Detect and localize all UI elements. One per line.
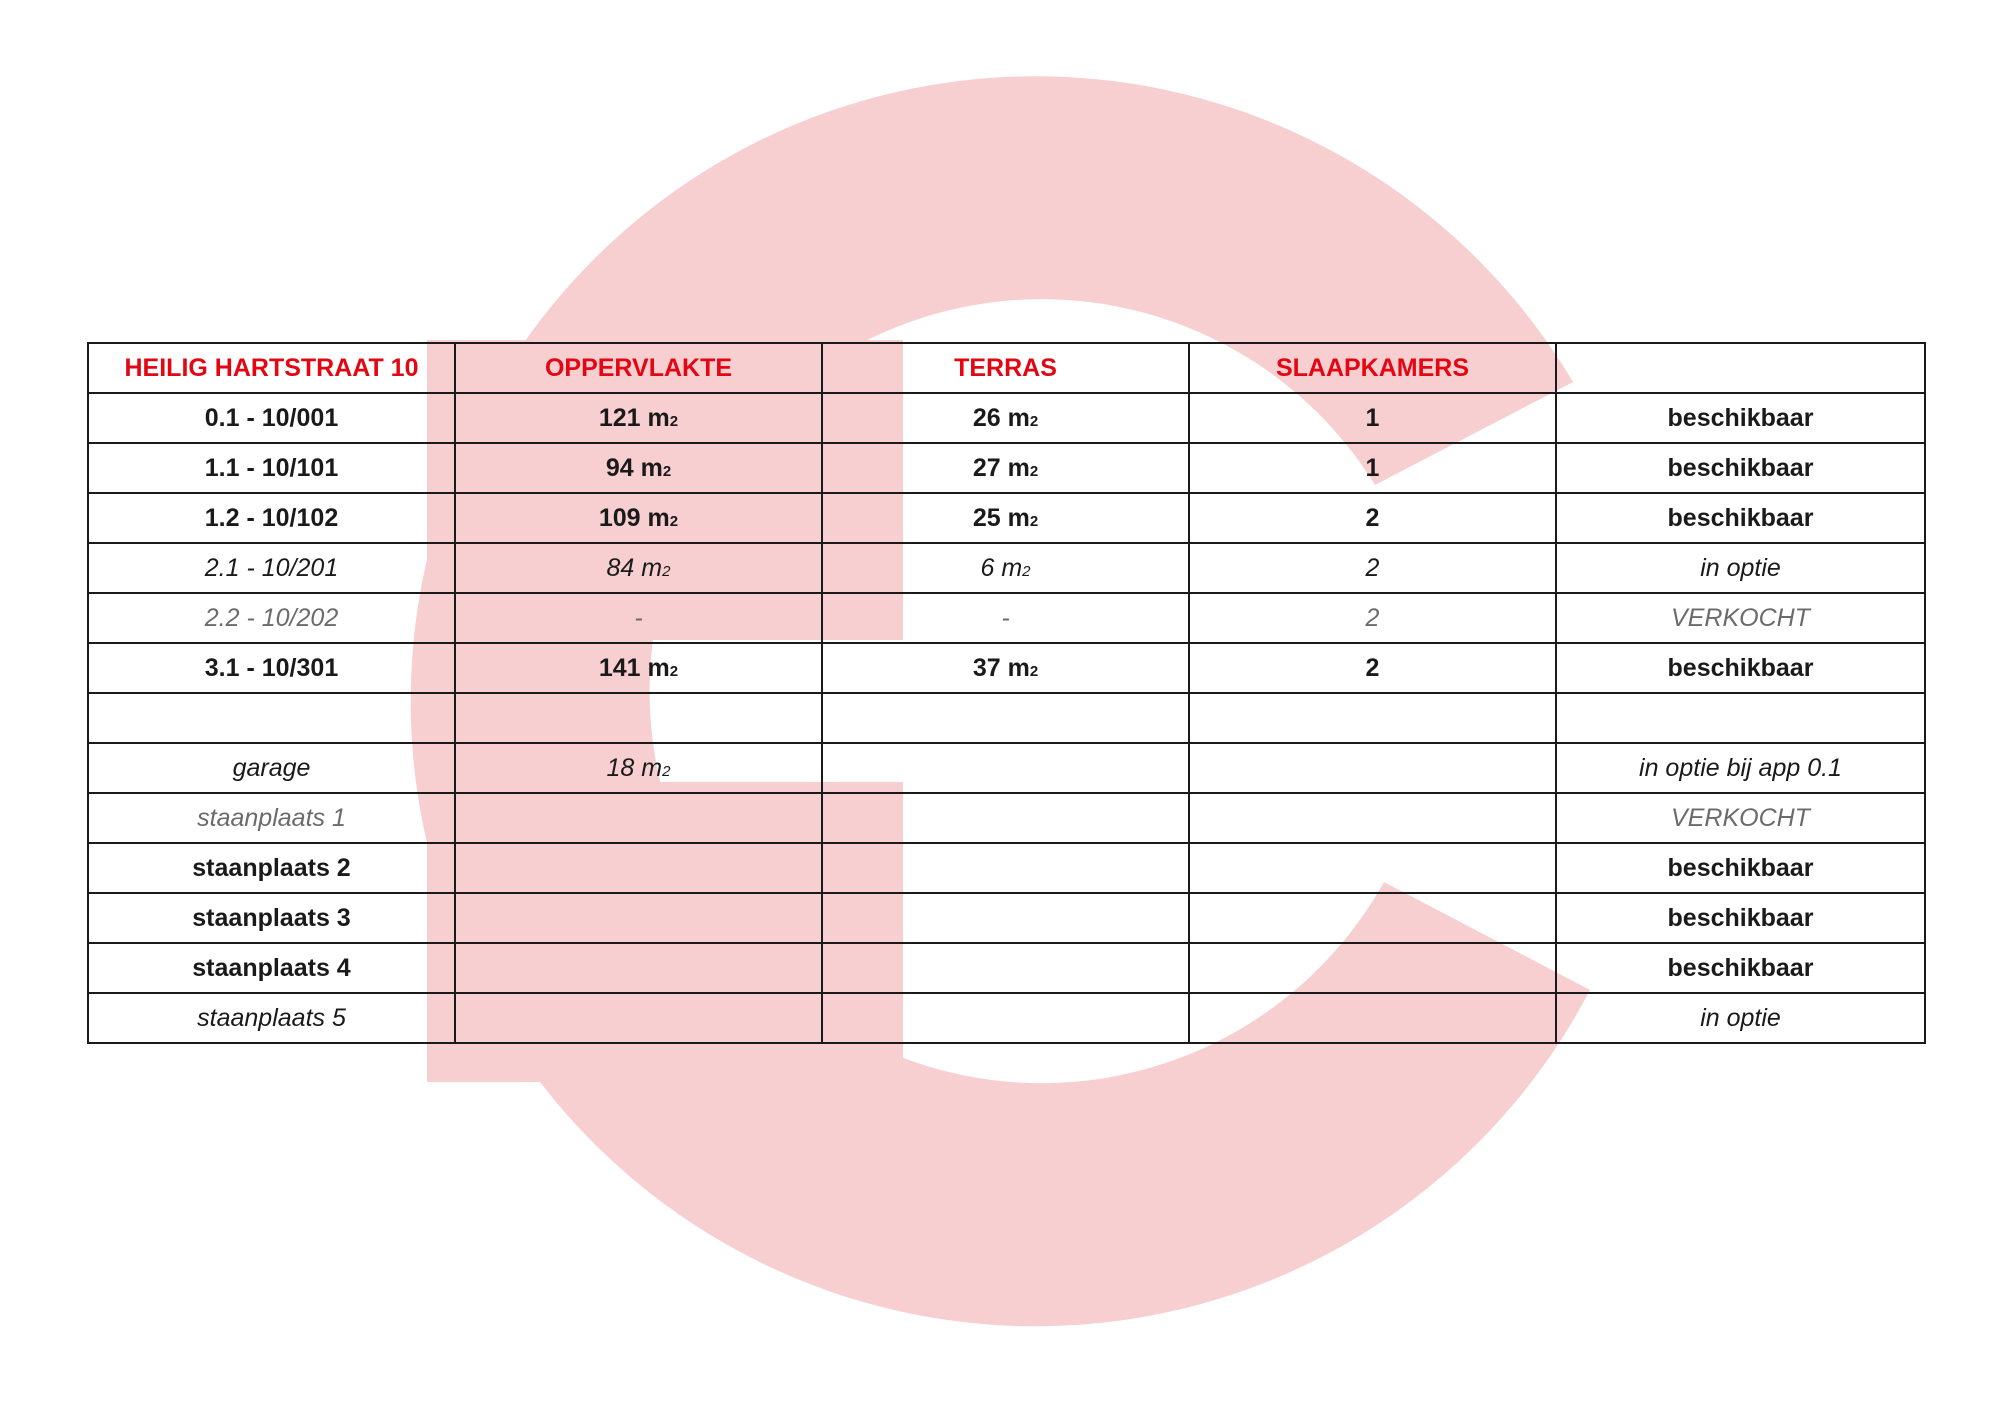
unit-cell: staanplaats 3 [88, 893, 455, 943]
terrace-cell: 27 $m^2$ [822, 443, 1189, 493]
bedrooms-cell [1189, 993, 1556, 1043]
status-cell [1556, 693, 1925, 743]
table-row [88, 393, 1925, 443]
bedrooms-cell: 2 [1189, 493, 1556, 543]
unit-cell: 1.2 - 10/102 [88, 493, 455, 543]
superscript-two: 2 [1029, 462, 1039, 480]
surface-cell: 141 $m^2$ [455, 643, 822, 693]
bedrooms-cell: 1 [1189, 443, 1556, 493]
terrace-cell [822, 993, 1189, 1043]
unit-cell: 0.1 - 10/001 [88, 393, 455, 443]
terrace-cell [822, 743, 1189, 793]
bedrooms-cell: 1 [1189, 393, 1556, 443]
terrace-cell [822, 843, 1189, 893]
unit-cell: garage [88, 743, 455, 793]
header-terrace: TERRAS [822, 343, 1189, 393]
terrace-cell: - [822, 593, 1189, 643]
table-row [88, 843, 1925, 893]
availability-table [87, 342, 1926, 1044]
surface-cell [455, 943, 822, 993]
bedrooms-cell [1189, 693, 1556, 743]
availability-table-body [88, 343, 1925, 1043]
superscript-two: 2 [669, 412, 679, 430]
unit-cell: 3.1 - 10/301 [88, 643, 455, 693]
terrace-cell: 25 $m^2$ [822, 493, 1189, 543]
surface-cell [455, 893, 822, 943]
surface-cell [455, 793, 822, 843]
terrace-cell [822, 943, 1189, 993]
unit-cell: staanplaats 4 [88, 943, 455, 993]
table-row [88, 493, 1925, 543]
status-cell: in optie [1556, 543, 1925, 593]
availability-sheet [87, 342, 1924, 1044]
terrace-cell [822, 793, 1189, 843]
status-cell: in optie bij app 0.1 [1556, 743, 1925, 793]
table-row [88, 443, 1925, 493]
status-cell: beschikbaar [1556, 843, 1925, 893]
table-row [88, 943, 1925, 993]
superscript-two: 2 [662, 562, 671, 580]
surface-cell [455, 843, 822, 893]
surface-cell [455, 993, 822, 1043]
unit-cell: 1.1 - 10/101 [88, 443, 455, 493]
header-bedrooms: SLAAPKAMERS [1189, 343, 1556, 393]
surface-cell: 84 $m^2$ [455, 543, 822, 593]
superscript-two: 2 [669, 662, 679, 680]
table-row [88, 643, 1925, 693]
table-row [88, 743, 1925, 793]
table-header-row [88, 343, 1925, 393]
superscript-two: 2 [1022, 562, 1031, 580]
terrace-cell: 37 $m^2$ [822, 643, 1189, 693]
bedrooms-cell [1189, 793, 1556, 843]
surface-cell: - [455, 593, 822, 643]
terrace-cell: 26 $m^2$ [822, 393, 1189, 443]
terrace-cell: 6 $m^2$ [822, 543, 1189, 593]
terrace-cell [822, 893, 1189, 943]
status-cell: beschikbaar [1556, 443, 1925, 493]
unit-cell: 2.1 - 10/201 [88, 543, 455, 593]
unit-cell: staanplaats 1 [88, 793, 455, 843]
table-row [88, 993, 1925, 1043]
superscript-two: 2 [662, 462, 672, 480]
surface-cell: 121 $m^2$ [455, 393, 822, 443]
superscript-two: 2 [669, 512, 679, 530]
table-row [88, 793, 1925, 843]
status-cell: beschikbaar [1556, 393, 1925, 443]
header-surface: OPPERVLAKTE [455, 343, 822, 393]
unit-cell: staanplaats 5 [88, 993, 455, 1043]
status-cell: in optie [1556, 993, 1925, 1043]
unit-cell: 2.2 - 10/202 [88, 593, 455, 643]
superscript-two: 2 [1029, 662, 1039, 680]
unit-cell: staanplaats 2 [88, 843, 455, 893]
table-row [88, 893, 1925, 943]
header-status [1556, 343, 1925, 393]
surface-cell: 109 $m^2$ [455, 493, 822, 543]
status-cell: beschikbaar [1556, 643, 1925, 693]
bedrooms-cell: 2 [1189, 543, 1556, 593]
surface-cell: 18 $m^2$ [455, 743, 822, 793]
status-cell: beschikbaar [1556, 893, 1925, 943]
unit-cell [88, 693, 455, 743]
superscript-two: 2 [1029, 412, 1039, 430]
superscript-two: 2 [1029, 512, 1039, 530]
status-cell: beschikbaar [1556, 493, 1925, 543]
bedrooms-cell [1189, 743, 1556, 793]
superscript-two: 2 [662, 762, 671, 780]
bedrooms-cell: 2 [1189, 643, 1556, 693]
bedrooms-cell [1189, 893, 1556, 943]
bedrooms-cell [1189, 943, 1556, 993]
bedrooms-cell: 2 [1189, 593, 1556, 643]
table-row [88, 693, 1925, 743]
status-cell: VERKOCHT [1556, 793, 1925, 843]
status-cell: VERKOCHT [1556, 593, 1925, 643]
table-row [88, 593, 1925, 643]
table-row [88, 543, 1925, 593]
status-cell: beschikbaar [1556, 943, 1925, 993]
terrace-cell [822, 693, 1189, 743]
surface-cell: 94 $m^2$ [455, 443, 822, 493]
surface-cell [455, 693, 822, 743]
bedrooms-cell [1189, 843, 1556, 893]
header-address: HEILIG HARTSTRAAT 10 [88, 343, 455, 393]
